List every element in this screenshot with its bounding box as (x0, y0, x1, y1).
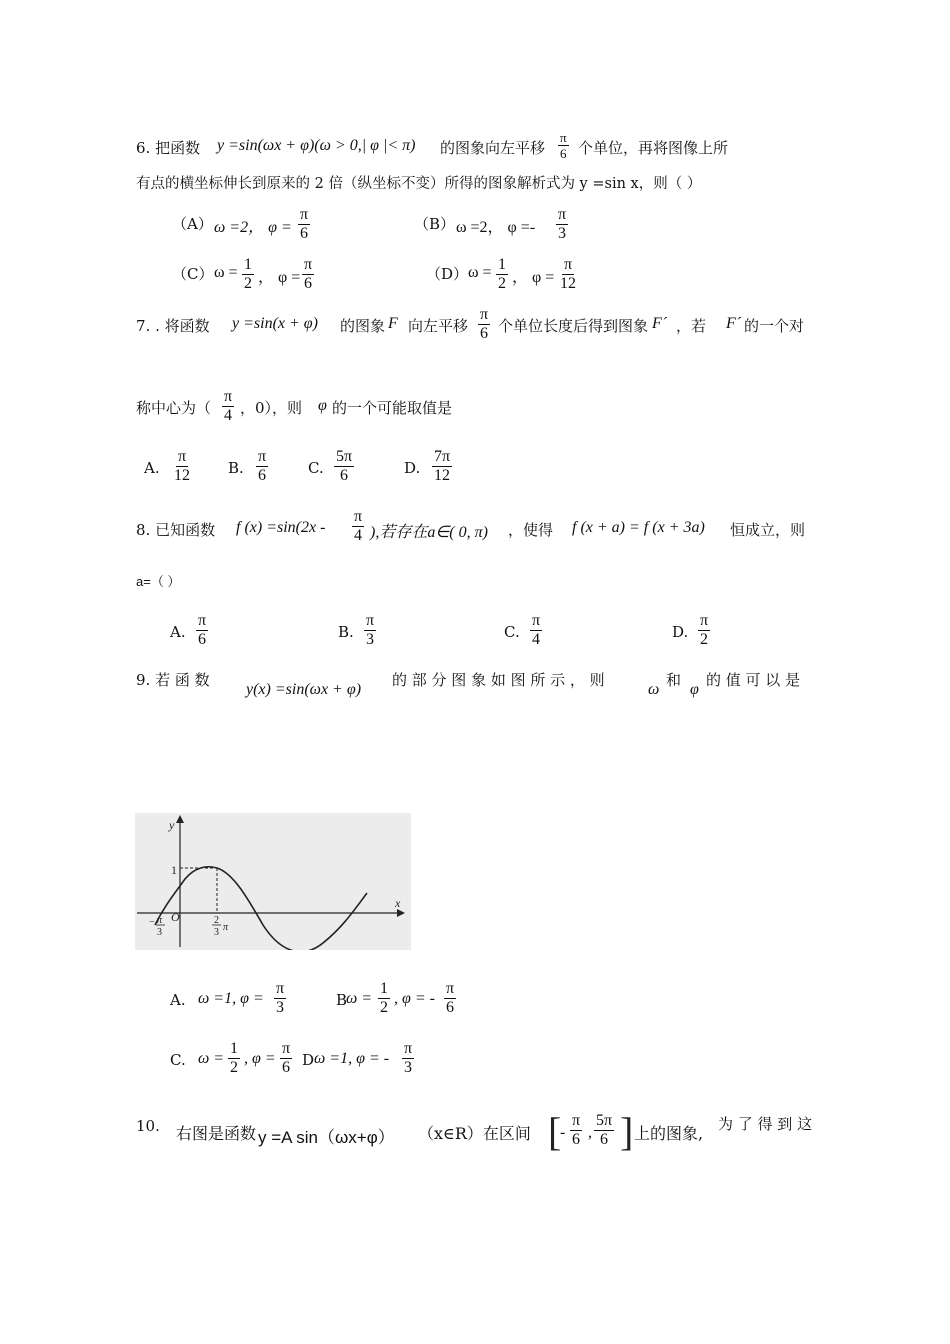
fraction-denominator: 2 (498, 275, 506, 292)
q7-mid: 的图象 (340, 317, 386, 335)
fraction-numerator: 1 (230, 1040, 238, 1057)
q8-option-c-label: C. (504, 623, 520, 641)
two-thirds-pi: π (223, 922, 229, 933)
q8-expression-3: f (x + a) = f (x + 3a) (572, 519, 705, 536)
q7-option-c-fraction (334, 448, 354, 485)
interval-left-bracket: [ (548, 1109, 562, 1154)
q9-graph-figure (135, 813, 411, 950)
q7-option-c-label: C. (308, 459, 324, 477)
origin-label: O (171, 910, 180, 924)
q9-expression: y(x) =sin(ωx + φ) (246, 681, 362, 698)
q7-option-b-label: B. (228, 459, 244, 477)
q7-suffix3: 的一个对 (744, 317, 805, 335)
q7-mid2: 向左平移 (408, 317, 469, 335)
q9-option-c-text2: , φ = (244, 1050, 276, 1067)
q6-option-d-text2: ， φ = (512, 269, 555, 286)
fraction-numerator: π (404, 1040, 413, 1057)
fraction-denominator: 6 (304, 275, 313, 292)
q10-suffix2: 为 了 得 到 这 (718, 1115, 813, 1133)
sine-graph (135, 813, 411, 950)
sine-curve (155, 867, 367, 950)
fraction-denominator: 12 (434, 467, 451, 484)
q6-option-d-text: ω = (468, 264, 492, 281)
label-one: 1 (171, 863, 177, 877)
fraction-numerator: π (558, 206, 567, 223)
q9-option-d-label: D (302, 1051, 315, 1069)
q7-option-a-label: A. (144, 459, 160, 477)
q10-prefix: 右图是函数 (176, 1124, 257, 1143)
fraction-denominator: 4 (224, 407, 233, 424)
fraction-denominator: 2 (380, 999, 388, 1016)
q7-phi: φ (318, 397, 327, 414)
fraction-numerator: 7π (434, 448, 451, 465)
fraction-denominator: 4 (532, 631, 541, 648)
q6-option-c-fraction-1 (242, 256, 254, 293)
q6-option-a-fraction (298, 206, 310, 243)
q10-number: 10. (136, 1117, 160, 1135)
q9-option-a-label: A. (170, 991, 186, 1009)
neg-pi-third-numerator: π (157, 915, 163, 926)
q6-option-b-label: （B） (414, 215, 456, 233)
fraction-numerator: π (354, 508, 363, 525)
fraction-numerator: π (300, 206, 309, 223)
interval-right-bracket: ] (620, 1109, 634, 1154)
q9-option-b-text: ω = (346, 990, 373, 1007)
fraction-numerator: π (304, 256, 313, 273)
q7-shift-fraction (478, 306, 490, 343)
fraction-numerator: 1 (498, 256, 506, 273)
fraction-numerator: π (366, 612, 375, 629)
q6-prefix: 6. 把函数 (136, 139, 201, 157)
q6-option-b-text: ω =2， φ =- (456, 219, 536, 236)
q7-line2-a: 称中心为（ (136, 399, 212, 417)
q7-line2-c: 的一个可能取值是 (332, 399, 453, 417)
q9-option-b-fraction-1 (378, 980, 390, 1017)
q7-line2-b: ，0），则 (240, 399, 303, 417)
fraction-numerator: π (572, 1112, 581, 1129)
q9-option-b-fraction-2 (444, 980, 456, 1017)
interval-minus: - (560, 1124, 566, 1141)
interval-comma: , (588, 1124, 592, 1141)
q9-omega: ω (648, 681, 660, 698)
q10-condition: （x∈R）在区间 (418, 1124, 531, 1143)
fraction-denominator: 12 (560, 275, 576, 292)
q7-option-d-fraction (432, 448, 452, 485)
neg-pi-third-label: − (149, 917, 155, 928)
fraction-denominator: 6 (600, 1131, 609, 1148)
q9-prefix: 9. 若 函 数 (136, 671, 210, 689)
q9-suffix: 的 值 可 以 是 (706, 671, 801, 689)
fraction-numerator: π (560, 130, 567, 145)
q7-option-d-label: D. (404, 459, 421, 477)
fraction-denominator: 3 (276, 999, 285, 1016)
q9-option-c-fraction-2 (280, 1040, 292, 1077)
q6-option-d-fraction-1 (496, 256, 508, 293)
q8-option-d-label: D. (672, 623, 689, 641)
q8-option-a-label: A. (170, 623, 186, 641)
q10-expression: y =A sin（ωx+φ） (258, 1128, 395, 1147)
fraction-denominator: 2 (700, 631, 709, 648)
q10-right-fraction (594, 1112, 614, 1149)
q9-option-a-text: ω =1, φ = (198, 990, 264, 1007)
q9-option-d-text: ω =1, φ = - (314, 1050, 390, 1067)
fraction-denominator: 6 (560, 146, 567, 161)
q8-mid: ，使得 (508, 521, 554, 539)
q6-option-d-fraction-2 (558, 256, 578, 293)
q9-mid: 的 部 分 图 象 如 图 所 示 ， 则 (392, 671, 605, 689)
q9-option-b-text2: , φ = - (394, 990, 435, 1007)
q9-option-c-fraction-1 (228, 1040, 240, 1077)
q6-line2: 有点的横坐标伸长到原来的 2 倍（纵坐标不变）所得的图象解析式为 y =sin x，则（ ） (136, 176, 702, 192)
q9-option-a-fraction (274, 980, 286, 1017)
fraction-denominator: 6 (282, 1059, 291, 1076)
fraction-denominator: 12 (174, 467, 190, 484)
neg-pi-third-denominator: 3 (157, 927, 162, 938)
q7-F3: F´ (726, 315, 742, 332)
x-axis-label: x (395, 896, 401, 910)
q6-option-c-text2: ， φ = (258, 269, 301, 286)
q7-F2: F´ (652, 315, 668, 332)
q6-suffix: 个单位，再将图像上所 (578, 139, 729, 157)
q8-option-c-fraction (530, 612, 542, 649)
fraction-denominator: 3 (558, 225, 567, 242)
fraction-denominator: 6 (198, 631, 207, 648)
q8-option-d-fraction (698, 612, 710, 649)
q8-expression-2: ),若存在a∈( 0, π) (370, 524, 488, 541)
fraction-numerator: 5π (336, 448, 353, 465)
two-thirds-denominator: 3 (214, 927, 219, 938)
fraction-numerator: π (563, 256, 573, 273)
q6-option-b-fraction (556, 206, 568, 243)
fraction-numerator: π (258, 448, 267, 465)
q10-left-fraction (570, 1112, 582, 1149)
fraction-numerator: π (198, 612, 207, 629)
q6-option-c-text: ω = (214, 264, 238, 281)
q9-option-c-text: ω = (198, 1050, 225, 1067)
fraction-numerator: 1 (244, 256, 252, 273)
q6-shift-fraction (558, 130, 569, 161)
q8-expression-1: f (x) =sin(2x - (236, 519, 326, 536)
q6-option-c-fraction-2 (302, 256, 314, 293)
fraction-numerator: π (700, 612, 709, 629)
fraction-denominator: 6 (480, 325, 489, 342)
fraction-numerator: π (480, 306, 489, 323)
q8-option-a-fraction (196, 612, 208, 649)
q6-expression: y =sin(ωx + φ)(ω > 0,| φ |< π) (217, 137, 416, 154)
q7-suffix: 个单位长度后得到图象 (498, 317, 649, 335)
q9-option-d-fraction (402, 1040, 414, 1077)
q6-option-d-label: （D） (426, 265, 469, 283)
q7-expression: y =sin(x + φ) (232, 315, 318, 332)
x-axis-arrow (397, 909, 405, 917)
fraction-denominator: 3 (404, 1059, 413, 1076)
q8-fraction (352, 508, 364, 545)
fraction-numerator: π (532, 612, 541, 629)
fraction-numerator: 5π (596, 1112, 613, 1129)
q6-option-a-label: （A） (172, 215, 213, 233)
q8-line2: a=（ ） (136, 574, 181, 589)
fraction-denominator: 6 (300, 225, 309, 242)
fraction-numerator: 1 (380, 980, 388, 997)
fraction-denominator: 6 (572, 1131, 581, 1148)
q8-option-b-label: B. (338, 623, 354, 641)
fraction-numerator: π (282, 1040, 291, 1057)
q9-phi: φ (690, 681, 699, 698)
fraction-denominator: 6 (258, 467, 267, 484)
fraction-denominator: 2 (244, 275, 252, 292)
fraction-numerator: π (276, 980, 285, 997)
q8-prefix: 8. 已知函数 (136, 521, 216, 539)
q7-prefix: 7. . 将函数 (136, 317, 210, 335)
fraction-denominator: 2 (230, 1059, 238, 1076)
q10-suffix: 上的图象, (634, 1124, 704, 1143)
y-axis-arrow (176, 815, 184, 823)
fraction-denominator: 3 (366, 631, 375, 648)
q6-option-c-label: （C） (172, 265, 214, 283)
q7-option-a-fraction (172, 448, 192, 485)
fraction-denominator: 6 (446, 999, 455, 1016)
fraction-numerator: π (177, 448, 187, 465)
q9-option-c-label: C. (170, 1051, 186, 1069)
q8-option-b-fraction (364, 612, 376, 649)
q8-suffix: 恒成立，则 (730, 521, 806, 539)
q6-option-a-text: ω =2， φ = (214, 219, 292, 236)
q7-F: F (388, 315, 398, 332)
q9-and: 和 (666, 671, 682, 689)
fraction-numerator: π (446, 980, 455, 997)
q7-option-b-fraction (256, 448, 268, 485)
q6-mid-text: 的图象向左平移 (440, 139, 546, 157)
q7-center-fraction (222, 388, 234, 425)
two-thirds-numerator: 2 (214, 915, 219, 926)
fraction-numerator: π (224, 388, 233, 405)
fraction-denominator: 4 (354, 527, 363, 544)
fraction-denominator: 6 (340, 467, 349, 484)
y-axis-label: y (169, 818, 175, 832)
q9-option-b-label: B (336, 991, 348, 1009)
q7-suffix2: ，若 (676, 317, 707, 335)
